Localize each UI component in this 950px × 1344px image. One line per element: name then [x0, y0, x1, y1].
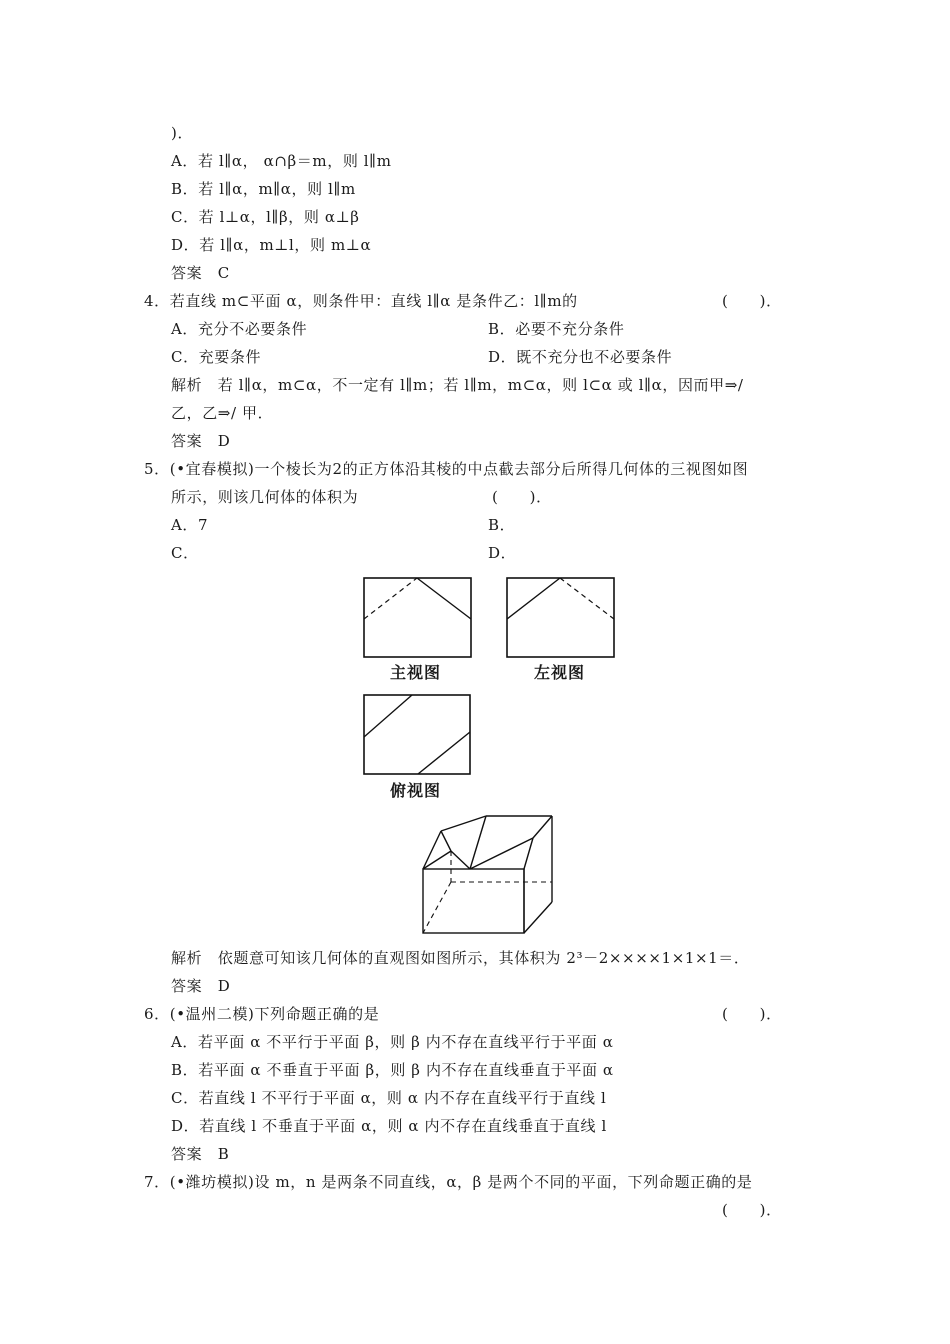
- q4-answer: 答案 D: [171, 432, 231, 450]
- q6-option-b: B．若平面 α 不垂直于平面 β，则 β 内不存在直线垂直于平面 α: [171, 1061, 614, 1079]
- q5-option-b: B．: [488, 516, 516, 534]
- q6-answer: 答案 B: [171, 1145, 230, 1163]
- q3-option-b: B．若 l∥α，m∥α，则 l∥m: [171, 180, 356, 198]
- q5-option-c: C．: [171, 544, 199, 562]
- q3-option-a: A．若 l∥α， α∩β＝m，则 l∥m: [171, 152, 392, 170]
- q4-analysis-line2: 乙，乙⇒/ 甲．: [171, 404, 274, 422]
- q5-option-d: D．: [488, 544, 517, 562]
- side-view-figure: [506, 577, 616, 659]
- front-view-caption: 主视图: [390, 663, 442, 682]
- q5-option-a: A．7: [171, 516, 209, 534]
- q5-stem-line1: 5．(•宜春模拟)一个棱长为2的正方体沿其棱的中点截去部分后所得几何体的三视图如图: [144, 460, 749, 478]
- q6-option-c: C．若直线 l 不平行于平面 α，则 α 内不存在直线平行于直线 l: [171, 1089, 607, 1107]
- q4-option-d: D．既不充分也不必要条件: [488, 348, 673, 366]
- q3-answer: 答案 C: [171, 264, 230, 282]
- q4-option-a: A．充分不必要条件: [171, 320, 308, 338]
- front-view-figure: [363, 577, 473, 659]
- top-view-figure: [363, 694, 473, 776]
- q5-paren: ( )．: [492, 488, 552, 506]
- q3-option-d: D．若 l∥α，m⊥l，则 m⊥α: [171, 236, 372, 254]
- q3-option-c: C．若 l⊥α，l∥β，则 α⊥β: [171, 208, 360, 226]
- top-view-caption: 俯视图: [390, 781, 442, 800]
- solid-perspective-figure: [420, 814, 555, 936]
- q5-stem-line2: 所示，则该几何体的体积为: [171, 488, 359, 506]
- q6-option-d: D．若直线 l 不垂直于平面 α，则 α 内不存在直线垂直于直线 l: [171, 1117, 607, 1135]
- q7-paren: ( )．: [722, 1201, 782, 1219]
- q5-analysis: 解析 依题意可知该几何体的直观图如图所示，其体积为 2³－2××××1×1×1＝．: [171, 949, 750, 967]
- q4-option-b: B．必要不充分条件: [488, 320, 625, 338]
- q4-stem: 4．若直线 m⊂平面 α，则条件甲：直线 l∥α 是条件乙：l∥m的: [144, 292, 578, 310]
- q4-option-c: C．充要条件: [171, 348, 262, 366]
- q4-paren: ( )．: [722, 292, 782, 310]
- q5-answer: 答案 D: [171, 977, 231, 995]
- q3-tail: )．: [171, 124, 194, 142]
- q6-paren: ( )．: [722, 1005, 782, 1023]
- q6-option-a: A．若平面 α 不平行于平面 β，则 β 内不存在直线平行于平面 α: [171, 1033, 614, 1051]
- q7-stem: 7．(•潍坊模拟)设 m，n 是两条不同直线，α，β 是两个不同的平面，下列命题正确的是: [144, 1173, 753, 1191]
- side-view-caption: 左视图: [534, 663, 586, 682]
- q4-analysis-line1: 解析 若 l∥α，m⊂α，不一定有 l∥m；若 l∥m，m⊂α，则 l⊂α 或 l∥α，因而甲⇒/: [171, 376, 744, 394]
- q6-stem: 6．(•温州二模)下列命题正确的是: [144, 1005, 380, 1023]
